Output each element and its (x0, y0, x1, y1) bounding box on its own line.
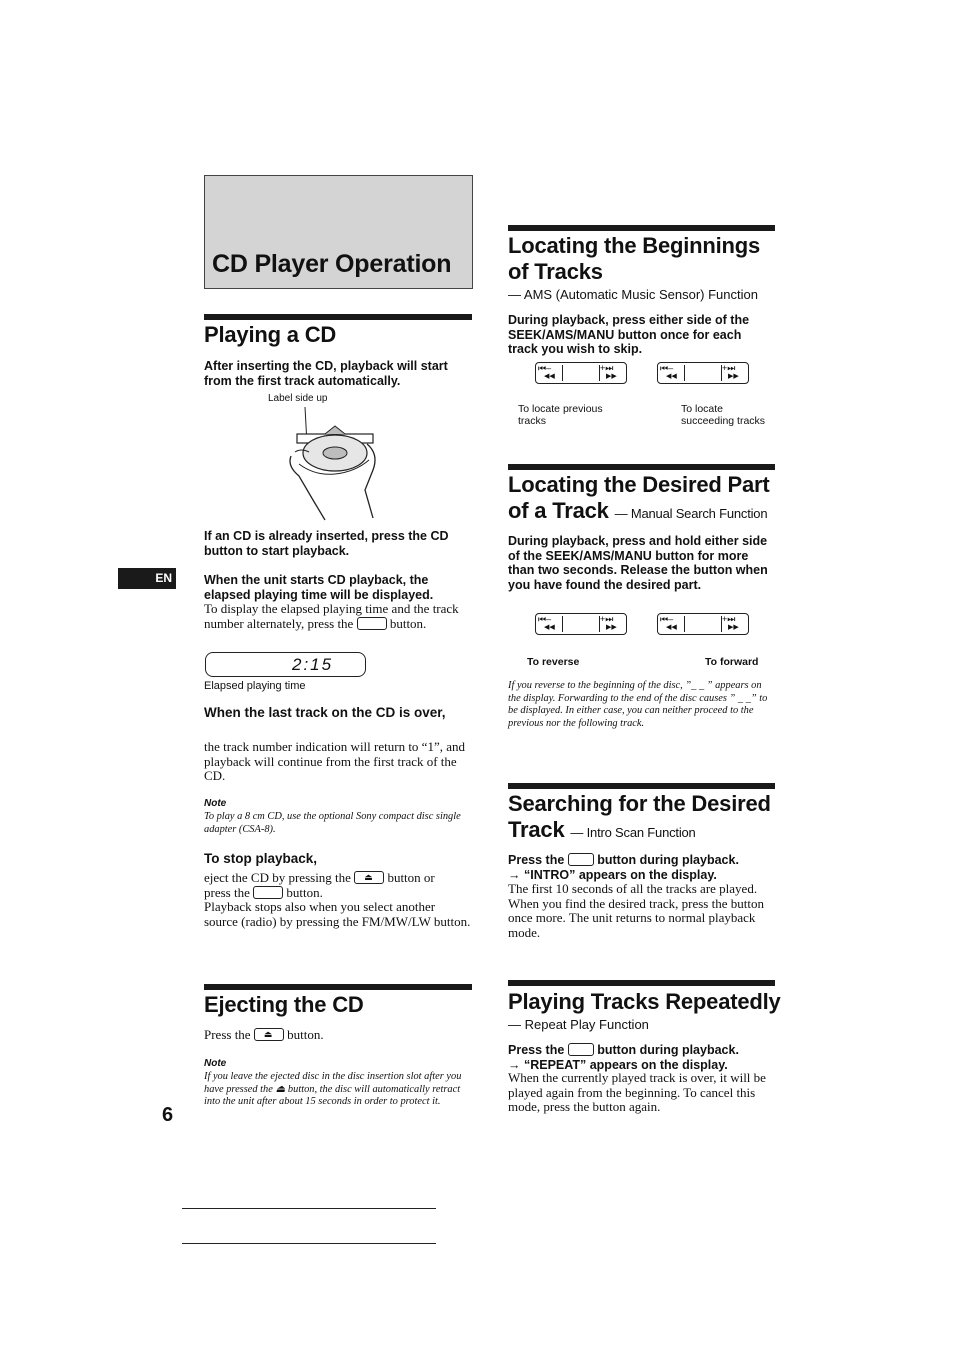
rewind-icon: ◀◀ (544, 373, 555, 380)
section-heading-ejecting: Ejecting the CD (204, 992, 364, 1017)
section-heading-desired-part: Locating the Desired Part of a Track — Manual Search Function (508, 472, 770, 523)
lcd-display (205, 652, 366, 677)
section-heading-searching: Searching for the Desired Track — Intro Scan Function (508, 791, 771, 842)
rewind-icon: ◀◀ (666, 624, 677, 631)
display-caption: Elapsed playing time (204, 680, 306, 692)
caption-forward: To forward (705, 656, 759, 668)
seek-next-icon: +⏭ (600, 614, 614, 624)
playing-intro: After inserting the CD, playback will start from the first track automatically. (204, 359, 448, 388)
title-box (204, 175, 473, 289)
seek-next-icon: +⏭ (600, 363, 614, 373)
section-rule (204, 314, 472, 320)
seek-prev-icon: ⏮– (538, 363, 552, 373)
already-inserted-text: If an CD is already inserted, press the CD button to start playback. (204, 529, 449, 558)
seek-button-forward (657, 613, 749, 635)
fast-forward-icon: ▶▶ (728, 624, 739, 631)
seek-button-left (535, 362, 627, 384)
section-heading-beginnings: Locating the Beginnings of Tracks (508, 233, 761, 284)
searching-body: The first 10 seconds of all the tracks are played. When you find the desired track, press the button once more. The unit returns to normal playback mode. (508, 881, 764, 940)
section-rule (508, 464, 775, 470)
seek-button-reverse (535, 613, 627, 635)
seek-button-right (657, 362, 749, 384)
note-text: To play a 8 cm CD, use the optional Sony compact disc single adapter (CSA-8). (204, 811, 461, 835)
rewind-icon: ◀◀ (544, 624, 555, 631)
caption-succeeding-tracks: To locate succeeding tracks (681, 403, 766, 427)
section-heading-playing-cd: Playing a CD (204, 322, 337, 347)
fast-forward-icon: ▶▶ (606, 373, 617, 380)
rewind-icon: ◀◀ (666, 373, 677, 380)
searching-subtitle: — Intro Scan Function (570, 825, 696, 840)
seek-prev-icon: ⏮– (660, 363, 674, 373)
elapsed-body-text: To display the elapsed playing time and the track number alternately, press the button. (204, 601, 459, 631)
eject-instruction: Press the ⏏ button. (204, 1027, 324, 1042)
figure-label: Label side up (268, 393, 328, 404)
fast-forward-icon: ▶▶ (728, 373, 739, 380)
section-rule (508, 783, 775, 789)
beginnings-subtitle: — AMS (Automatic Music Sensor) Function (508, 287, 758, 302)
stop-playback-heading: To stop playback, (204, 851, 318, 866)
desired-part-subtitle: — Manual Search Function (614, 506, 768, 521)
page-number: 6 (162, 1104, 174, 1126)
seek-prev-icon: ⏮– (660, 614, 674, 624)
eject-button-icon: ⏏ (254, 1028, 284, 1041)
section-rule (204, 984, 472, 990)
stop-playback-body: eject the CD by pressing the ⏏ button or press the button. Playback stops also when you select another source (radio) by pressing the FM/MW/LW button. (204, 870, 471, 929)
repeat-button-icon (568, 1043, 594, 1056)
intro-button-icon (568, 853, 594, 866)
caption-previous-tracks: To locate previous tracks (518, 403, 603, 427)
seek-prev-icon: ⏮– (538, 614, 552, 624)
repeat-subtitle: — Repeat Play Function (508, 1017, 649, 1032)
language-tab: EN (118, 568, 176, 589)
beginnings-instruction: During playback, press either side of the SEEK/AMS/MANU button once for each track you wish to skip. (508, 313, 750, 356)
last-track-bold: When the last track on the CD is over, (204, 705, 446, 720)
footer-rule (182, 1243, 436, 1244)
page-title: CD Player Operation (212, 250, 452, 278)
footer-rule (182, 1208, 436, 1209)
seek-next-icon: +⏭ (722, 363, 736, 373)
section-rule (508, 225, 775, 231)
desired-part-instruction: During playback, press and hold either side of the SEEK/AMS/MANU button for more than two seconds. Release the button when you have found the desired part. (508, 534, 768, 592)
cd-insert-illustration (285, 404, 390, 524)
last-track-body: the track number indication will return to “1”, and playback will continue from the first track of the CD. (204, 739, 465, 784)
seek-next-icon: +⏭ (722, 614, 736, 624)
desired-part-note: If you reverse to the beginning of the disc, ”_ _ ” appears on the display. Forwarding to the end of the disc causes ” _ _” to be displayed. In either case, you can neither proceed to the previous nor the following track. (508, 680, 768, 729)
repeat-instruction: Press the button during playback. → “REPEAT” appears on the display. (508, 1043, 739, 1072)
searching-instruction: Press the button during playback. → “INTRO” appears on the display. (508, 853, 739, 882)
fast-forward-icon: ▶▶ (606, 624, 617, 631)
off-button-icon (253, 886, 283, 899)
eject-note-heading: Note (204, 1058, 227, 1069)
section-heading-repeat: Playing Tracks Repeatedly (508, 989, 781, 1014)
section-rule (508, 980, 775, 986)
eject-note-text: If you leave the ejected disc in the disc insertion slot after you have pressed the ⏏ button, the disc will automatically retract into the unit after about 15 seconds in order to protect it. (204, 1071, 462, 1107)
display-button-icon (357, 617, 387, 630)
elapsed-bold-text: When the unit starts CD playback, the elapsed playing time will be displayed. (204, 573, 434, 602)
lcd-elapsed-time: 2:15 (292, 655, 334, 674)
eject-glyph-icon: ⏏ (275, 1083, 286, 1095)
note-heading: Note (204, 798, 227, 809)
eject-button-icon: ⏏ (354, 871, 384, 884)
repeat-body: When the currently played track is over, it will be played again from the beginning. To cancel this mode, press the button again. (508, 1070, 766, 1115)
caption-reverse: To reverse (527, 656, 580, 668)
